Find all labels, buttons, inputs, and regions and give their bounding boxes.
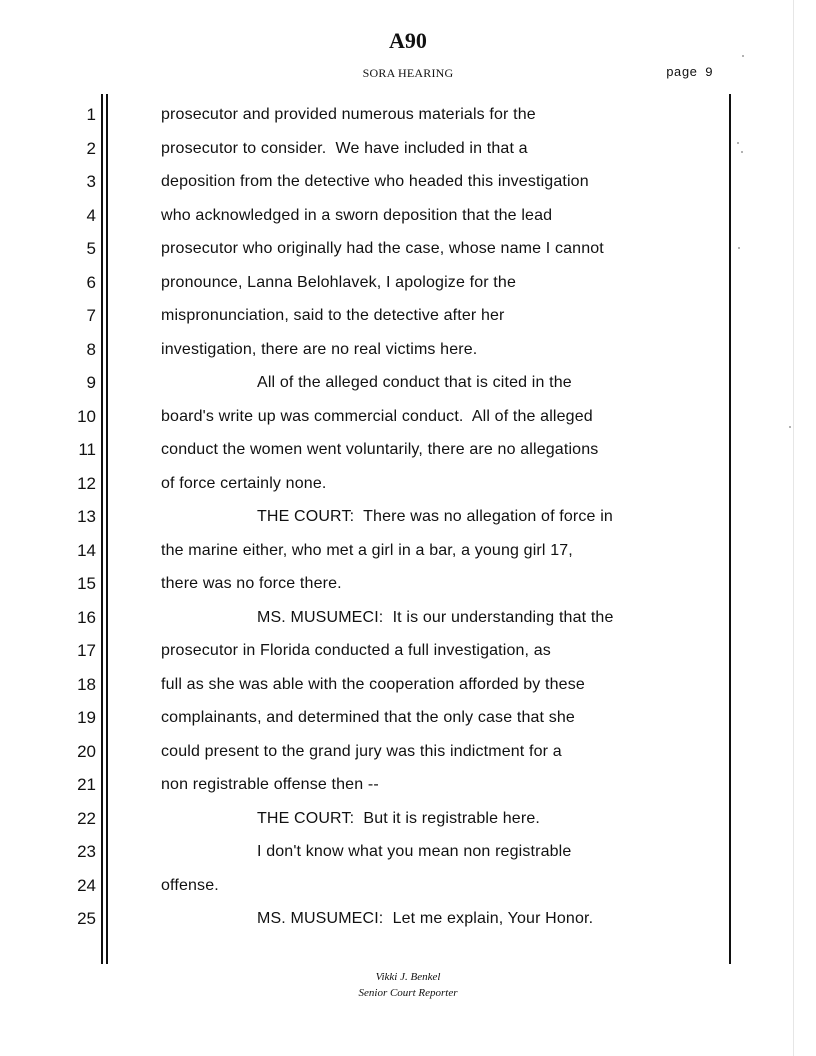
reporter-title: Senior Court Reporter (358, 987, 458, 999)
line-number: 2 (86, 138, 96, 158)
transcript-line: there was no force there. (161, 575, 342, 592)
left-margin-rule-outer (101, 94, 103, 964)
scan-speck (742, 55, 744, 57)
transcript-line: board's write up was commercial conduct. All of the alleged (161, 407, 593, 425)
transcript-line: complainants, and determined that the only case that she (161, 709, 575, 726)
line-number: 22 (77, 808, 96, 828)
transcript-line: MS. MUSUMECI: Let me explain, Your Honor. (257, 910, 594, 927)
line-number: 25 (77, 909, 96, 928)
reporter-name: Vikki J. Benkel (375, 971, 441, 983)
line-number: 14 (77, 540, 96, 560)
line-number: 13 (77, 507, 96, 526)
line-number: 15 (77, 574, 96, 593)
line-number: 7 (86, 306, 96, 325)
line-number: 23 (77, 842, 96, 861)
line-number: 21 (77, 775, 96, 794)
transcript-body (161, 103, 727, 941)
line-number: 24 (77, 875, 96, 895)
transcript-line: of force certainly none. (161, 474, 327, 492)
transcript-line: prosecutor who originally had the case, whose name I cannot (161, 240, 604, 257)
transcript-line: full as she was able with the cooperation afforded by these (161, 675, 585, 693)
transcript-line: MS. MUSUMECI: It is our understanding that the (257, 608, 614, 626)
transcript-line: prosecutor in Florida conducted a full investigation, as (161, 642, 551, 659)
right-margin-rule (729, 94, 731, 964)
transcript-line: THE COURT: There was no allegation of force in (257, 508, 613, 525)
line-number: 12 (77, 473, 96, 493)
page-number: page 9 (666, 65, 713, 80)
scan-speck (741, 151, 743, 153)
scan-speck (737, 142, 739, 144)
line-number: 1 (86, 105, 96, 124)
transcript-line: pronounce, Lanna Belohlavek, I apologize for the (161, 273, 517, 291)
line-number: 9 (86, 373, 96, 392)
scan-edge-shadow (793, 0, 794, 1056)
scan-speck (738, 247, 740, 249)
line-number: 19 (77, 708, 96, 727)
transcript-line: who acknowledged in a sworn deposition that the lead (161, 206, 553, 224)
line-number: 11 (78, 440, 96, 459)
transcript-line: THE COURT: But it is registrable here. (257, 809, 540, 827)
hearing-title: SORA HEARING (362, 66, 454, 80)
line-number: 10 (77, 406, 96, 426)
line-number: 17 (77, 641, 96, 660)
transcript-line: All of the alleged conduct that is cited in the (257, 374, 572, 391)
transcript-line: conduct the women went voluntarily, there are no allegations (161, 441, 599, 458)
line-number: 5 (86, 239, 96, 258)
line-number: 8 (86, 339, 96, 359)
left-margin-rule-inner (106, 94, 108, 964)
line-number: 18 (77, 674, 96, 694)
line-number: 20 (77, 741, 96, 761)
transcript-line: the marine either, who met a girl in a bar, a young girl 17, (161, 541, 573, 559)
line-number: 16 (77, 607, 96, 627)
transcript-line: deposition from the detective who headed this investigation (161, 173, 589, 190)
transcript-line: could present to the grand jury was this indictment for a (161, 742, 562, 760)
line-number: 3 (86, 172, 96, 191)
page-id: A90 (389, 28, 427, 53)
reporter-signature-block (0, 969, 816, 1001)
line-number: 6 (86, 272, 96, 292)
scan-speck (789, 426, 791, 428)
line-number: 4 (86, 205, 96, 225)
transcript-line: offense. (161, 876, 219, 894)
transcript-line: I don't know what you mean non registrable (257, 843, 572, 860)
transcript-line: prosecutor and provided numerous materials for the (161, 106, 536, 123)
transcript-line: mispronunciation, said to the detective after her (161, 307, 505, 324)
transcript-line: non registrable offense then -- (161, 776, 379, 793)
line-number-column (60, 103, 96, 941)
transcript-line: investigation, there are no real victims here. (161, 340, 478, 358)
transcript-line: prosecutor to consider. We have included in that a (161, 139, 528, 157)
